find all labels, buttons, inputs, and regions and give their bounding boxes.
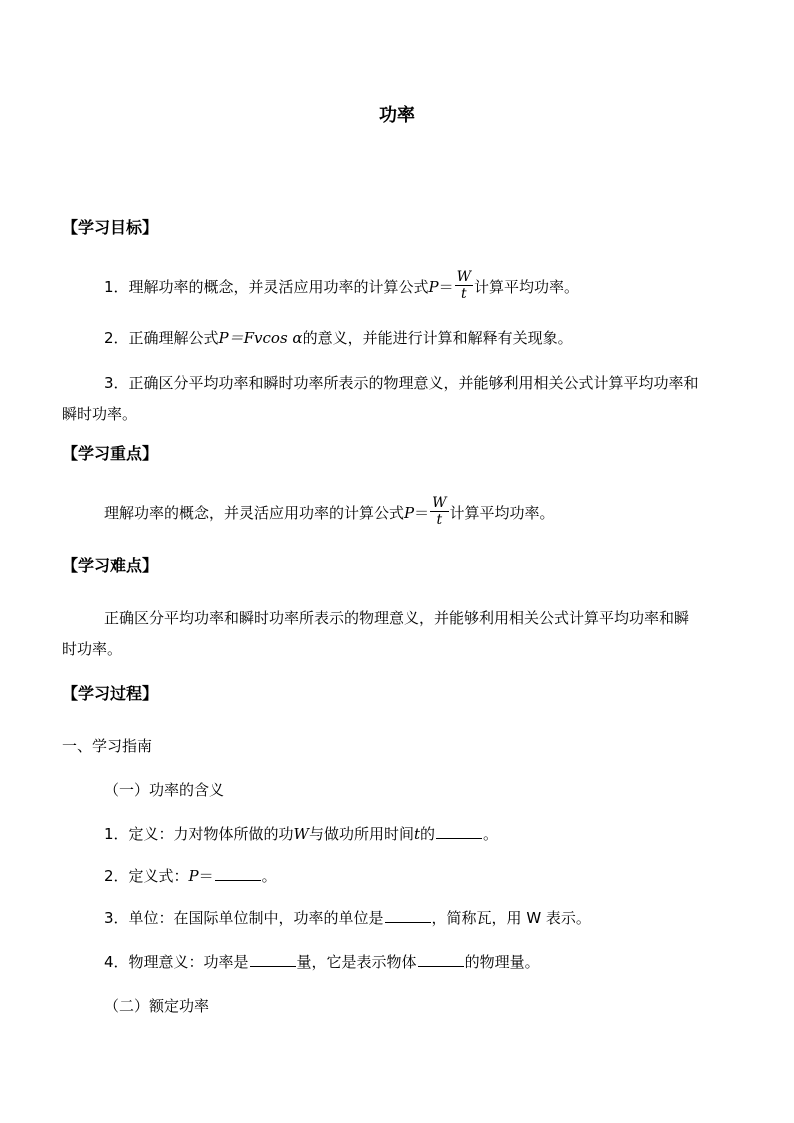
subsection-2-title: （二）额定功率 [104, 997, 210, 1015]
fraction-numerator: W [456, 269, 472, 285]
formula-equals: ＝ [414, 504, 430, 522]
objective-item-3: 3．正确区分平均功率和瞬时功率所表示的物理意义，并能够利用相关公式计算平均功率和瞬时功率。 [62, 374, 699, 423]
key-points-suffix: 计算平均功率。 [449, 504, 555, 522]
var-w: W [293, 825, 309, 843]
definition-middle: 与做功所用时间 [308, 825, 414, 843]
fraction-w-over-t [455, 269, 473, 302]
meaning-middle: 量，它是表示物体 [296, 953, 417, 971]
meaning-suffix: 的物理量。 [464, 953, 540, 971]
key-points-prefix: 理解功率的概念，并灵活应用功率的计算公式 [104, 504, 405, 522]
formula-power: P＝Fvcos α [218, 329, 303, 347]
key-points-heading: 【学习重点】 [62, 444, 159, 463]
formula-equals: ＝ [438, 278, 454, 296]
difficulties-heading: 【学习难点】 [62, 556, 159, 575]
objectives-heading: 【学习目标】 [62, 218, 159, 237]
objective-2-suffix: 的意义，并能进行计算和解释有关现象。 [302, 329, 573, 347]
process-heading: 【学习过程】 [62, 684, 159, 703]
fill-blank[interactable] [436, 824, 482, 839]
formula-prefix: 2．定义式： [104, 867, 189, 885]
subsection-1-title: （一）功率的含义 [104, 781, 225, 799]
formula-p: P [428, 278, 439, 296]
objective-item-2 [104, 328, 573, 348]
meaning-line [104, 952, 540, 972]
unit-prefix: 3．单位：在国际单位制中，功率的单位是 [104, 909, 384, 927]
definition-end: 。 [483, 825, 499, 843]
objective-1-prefix: 1．理解功率的概念，并灵活应用功率的计算公式 [104, 278, 429, 296]
fraction-denominator: t [461, 286, 467, 302]
fraction-denominator: t [436, 512, 443, 528]
fraction-w-over-t [430, 495, 448, 528]
unit-suffix: ，简称瓦，用 W 表示。 [431, 909, 591, 927]
key-points-text [104, 497, 555, 530]
var-p: P [188, 867, 199, 885]
formula-end: 。 [261, 867, 277, 885]
definition-suffix: 的 [420, 825, 436, 843]
fill-blank[interactable] [250, 952, 296, 967]
unit-line [104, 908, 591, 928]
definition-line [104, 824, 498, 844]
fraction-numerator: W [432, 495, 447, 511]
difficulties-text: 正确区分平均功率和瞬时功率所表示的物理意义，并能够利用相关公式计算平均功率和瞬时功率。 [62, 609, 690, 658]
formula-equals: ＝ [198, 867, 214, 885]
fill-blank[interactable] [215, 866, 261, 881]
objective-1-suffix: 计算平均功率。 [474, 278, 580, 296]
formula-p: P [404, 504, 415, 522]
page-title: 功率 [379, 105, 415, 126]
objective-2-prefix: 2．正确理解公式 [104, 329, 219, 347]
objective-item-1 [104, 271, 579, 304]
definition-prefix: 1．定义：力对物体所做的功 [104, 825, 294, 843]
formula-line [104, 866, 277, 886]
fill-blank[interactable] [385, 908, 431, 923]
var-t: t [413, 825, 421, 843]
meaning-prefix: 4．物理意义：功率是 [104, 953, 249, 971]
guide-title: 一、学习指南 [62, 737, 153, 755]
fill-blank[interactable] [418, 952, 464, 967]
